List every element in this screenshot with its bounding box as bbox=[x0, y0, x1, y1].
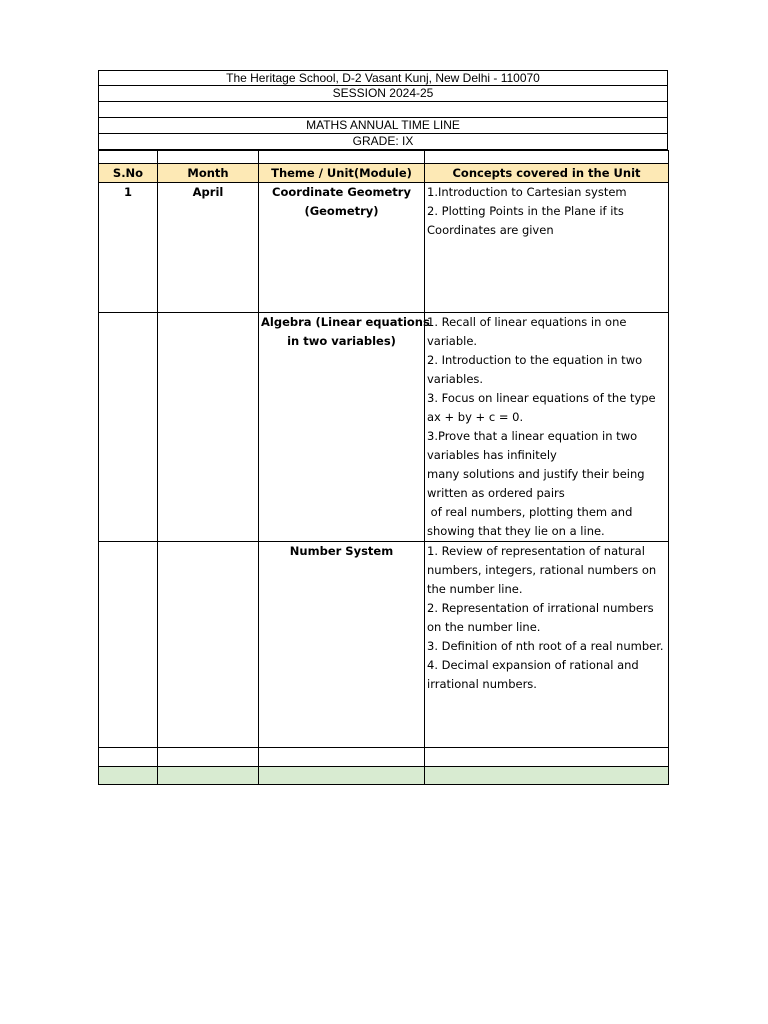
concept-line: 3. Definition of nth root of a real number. bbox=[427, 639, 664, 653]
column-header-row bbox=[99, 164, 669, 183]
col-sno: S.No bbox=[99, 164, 158, 183]
col-concepts: Concepts covered in the Unit bbox=[425, 164, 669, 183]
sno-cell: 1 bbox=[99, 183, 158, 313]
sno-cell bbox=[99, 542, 158, 748]
month-cell: April bbox=[158, 183, 259, 313]
school-name: The Heritage School, D-2 Vasant Kunj, New Delhi - 110070 bbox=[98, 70, 668, 86]
theme-cell bbox=[259, 183, 425, 313]
concept-line: variables. bbox=[427, 372, 484, 386]
theme-cell bbox=[259, 313, 430, 542]
timeline-sheet bbox=[98, 70, 668, 785]
theme-line: (Geometry) bbox=[304, 204, 379, 218]
session-label: SESSION 2024-25 bbox=[98, 86, 668, 102]
concept-line: of real numbers, plotting them and bbox=[427, 505, 633, 519]
concept-line: the number line. bbox=[427, 582, 523, 596]
concept-line: 4. Decimal expansion of rational and bbox=[427, 658, 639, 672]
concept-line: variables has infinitely bbox=[427, 448, 557, 462]
highlight-row bbox=[99, 767, 669, 785]
concept-line: 2. Representation of irrational numbers bbox=[427, 601, 654, 615]
concepts-cell bbox=[425, 542, 669, 748]
theme-line: Number System bbox=[289, 544, 394, 558]
timeline-title: MATHS ANNUAL TIME LINE bbox=[98, 118, 668, 134]
concept-line: 3. Focus on linear equations of the type bbox=[427, 391, 656, 405]
grade-label: GRADE: IX bbox=[98, 134, 668, 150]
sno-cell bbox=[99, 313, 158, 542]
concept-line: Coordinates are given bbox=[427, 223, 554, 237]
col-month: Month bbox=[158, 164, 259, 183]
concepts-cell bbox=[425, 313, 669, 542]
timeline-table bbox=[98, 150, 669, 785]
spacer-row bbox=[99, 151, 669, 164]
concept-line: showing that they lie on a line. bbox=[427, 524, 605, 538]
table-row bbox=[99, 183, 669, 313]
empty-row bbox=[99, 748, 669, 767]
month-cell bbox=[158, 313, 259, 542]
theme-cell bbox=[259, 542, 425, 748]
concept-line: 2. Plotting Points in the Plane if its bbox=[427, 204, 624, 218]
concept-line: variable. bbox=[427, 334, 478, 348]
col-theme: Theme / Unit(Module) bbox=[259, 164, 425, 183]
theme-line: Algebra (Linear equations bbox=[261, 315, 430, 329]
theme-line: Coordinate Geometry bbox=[272, 185, 411, 199]
theme-line: in two variables) bbox=[287, 334, 396, 348]
concept-line: ax + by + c = 0. bbox=[427, 410, 524, 424]
table-row bbox=[99, 313, 669, 542]
month-cell bbox=[158, 542, 259, 748]
table-row bbox=[99, 542, 669, 748]
concept-line: many solutions and justify their being bbox=[427, 467, 645, 481]
concept-line: 1. Recall of linear equations in one bbox=[427, 315, 627, 329]
concept-line: 1. Review of representation of natural bbox=[427, 544, 645, 558]
blank-row bbox=[98, 102, 668, 118]
concept-line: 1.Introduction to Cartesian system bbox=[427, 185, 627, 199]
concept-line: 3.Prove that a linear equation in two bbox=[427, 429, 638, 443]
concept-line: numbers, integers, rational numbers on bbox=[427, 563, 657, 577]
concept-line: written as ordered pairs bbox=[427, 486, 565, 500]
concepts-cell bbox=[425, 183, 669, 313]
concept-line: on the number line. bbox=[427, 620, 541, 634]
concept-line: 2. Introduction to the equation in two bbox=[427, 353, 643, 367]
concept-line: irrational numbers. bbox=[427, 677, 537, 691]
